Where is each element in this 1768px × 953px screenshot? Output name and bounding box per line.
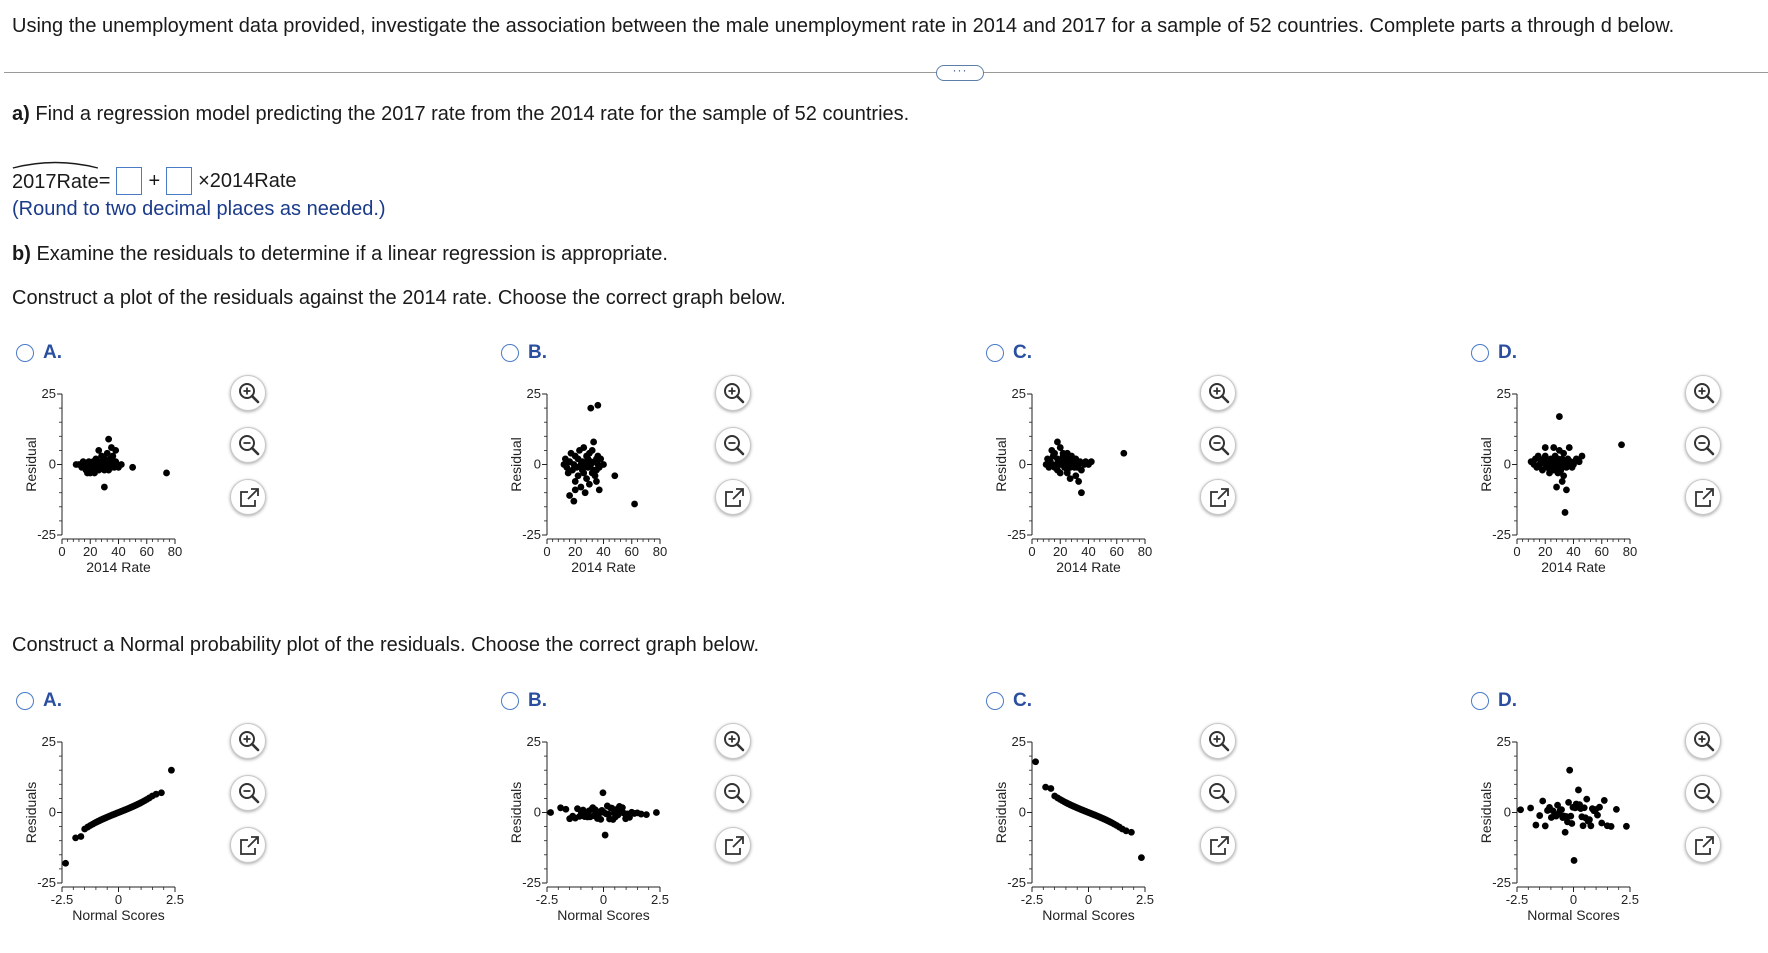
zoom-out-icon [1201,428,1237,464]
zoom-out-icon [716,428,752,464]
residual-plot-b [507,376,727,581]
x-axis-label: Normal Scores [557,907,650,923]
popout-button[interactable] [1685,827,1721,863]
part-a-text: Find a regression model predicting the 2017 rate from the 2014 rate for the sample of 52 countries. [35,103,910,125]
zoom-out-button[interactable] [1685,775,1721,811]
popout-button[interactable] [715,479,751,515]
y-tick-label: 0 [533,804,541,820]
normal-option-label: C. [1013,690,1032,711]
residual-point [84,470,91,477]
zoom-out-icon [231,428,267,464]
slope-input[interactable] [166,167,192,195]
residual-point [163,470,170,477]
zoom-in-icon [1201,376,1237,412]
y-tick-label: -25 [522,875,541,890]
residual-point [1051,450,1058,457]
residual-point [587,405,594,412]
x-tick-label: 20 [568,544,583,559]
normal-point [1138,854,1145,861]
y-tick-label: 25 [1011,734,1026,749]
part-b-label: b) [12,243,31,265]
normal-plot-d [1477,724,1697,929]
normal-point [1527,805,1534,812]
zoom-out-icon [716,776,752,812]
x-tick-label: 60 [1109,544,1124,559]
normal-point [1542,823,1549,830]
popout-icon [231,828,267,864]
x-tick-label: 2.5 [650,892,670,907]
zoom-in-icon [1686,376,1722,412]
x-tick-label: -2.5 [50,892,74,907]
normal-point [1581,804,1588,811]
y-tick-label: -25 [1007,527,1026,542]
equation-lhs-text: 2017Rate [12,170,99,193]
popout-button[interactable] [230,827,266,863]
residual-point [572,486,579,493]
normal-point [1532,822,1539,829]
normal-point [1586,816,1593,823]
residual-point [593,467,600,474]
y-tick-label: 25 [1496,386,1511,401]
residual-option-label: C. [1013,342,1032,363]
normal-point [1596,804,1603,811]
x-axis-label: Normal Scores [72,907,165,923]
y-tick-label: 0 [1018,804,1026,820]
normal-radio-b[interactable] [501,692,519,710]
zoom-out-button[interactable] [230,775,266,811]
residual-plot-c [992,376,1212,581]
popout-icon [1686,480,1722,516]
x-tick-label: -2.5 [535,892,559,907]
x-axis-label: Normal Scores [1042,907,1135,923]
normal-point [1608,823,1615,830]
y-tick-label: 25 [1011,386,1026,401]
x-tick-label: 80 [652,544,668,559]
popout-icon [1201,480,1237,516]
normal-point [1613,806,1620,813]
intercept-input[interactable] [116,167,142,195]
y-tick-label: -25 [1492,875,1511,890]
y-axis-label: Residuals [508,781,524,844]
equals-sign: = [98,169,111,192]
popout-button[interactable] [230,479,266,515]
residual-point [129,464,136,471]
zoom-in-button[interactable] [715,723,751,759]
normal-point [1128,829,1135,836]
normal-point [547,809,554,816]
normal-point [1517,806,1524,813]
x-axis-label: Normal Scores [1527,907,1620,923]
residual-point [1065,453,1072,460]
residual-point [105,436,112,443]
residual-radio-a[interactable] [16,344,34,362]
normal-point [600,789,607,796]
x-tick-label: 60 [624,544,639,559]
x-axis-label: 2014 Rate [86,559,151,575]
popout-icon [1201,828,1237,864]
normal-option-label: B. [528,690,547,711]
x-tick-label: 40 [111,544,126,559]
x-tick-label: 40 [596,544,611,559]
zoom-in-button[interactable] [1685,375,1721,411]
normal-point [1580,822,1587,829]
residual-radio-d[interactable] [1471,344,1489,362]
residual-point [592,472,599,479]
residual-point [1560,472,1567,479]
normal-plot-b [507,724,727,929]
residual-point [631,501,638,508]
residual-option-label: A. [43,342,62,363]
y-tick-label: 0 [48,804,56,820]
residual-plot-d [1477,376,1697,581]
zoom-out-icon [1201,776,1237,812]
rounding-hint: (Round to two decimal places as needed.) [12,198,386,220]
normal-option-label: D. [1498,690,1517,711]
zoom-in-button[interactable] [1200,375,1236,411]
x-tick-label: 80 [1622,544,1638,559]
normal-point [1032,758,1039,765]
residual-point [582,489,589,496]
popout-icon [231,480,267,516]
normal-point [1623,823,1630,830]
times-2014rate-text: ×2014Rate [198,169,297,192]
normal-point [1562,829,1569,836]
normal-plot-a [22,724,242,929]
popout-button[interactable] [1200,479,1236,515]
normal-point [562,806,569,813]
y-tick-label: -25 [522,527,541,542]
zoom-in-button[interactable] [1200,723,1236,759]
zoom-out-button[interactable] [715,775,751,811]
y-tick-label: 0 [1503,456,1511,472]
zoom-out-button[interactable] [230,427,266,463]
residual-point [118,461,125,468]
divider [4,72,1768,73]
hat-accent [12,161,99,169]
residual-point [1072,472,1079,479]
residual-point [593,478,600,485]
normal-point [1567,813,1574,820]
residual-point [566,492,573,499]
x-tick-label: 0 [543,544,551,559]
x-tick-label: 0 [1513,544,1521,559]
part-a-label: a) [12,103,30,125]
residual-point [1550,444,1557,451]
expand-more-button[interactable]: ··· [936,65,984,81]
y-axis-label: Residuals [993,781,1009,844]
zoom-out-icon [1686,776,1722,812]
residual-point [1088,458,1095,465]
residual-point [1618,441,1625,448]
residual-point [580,444,587,451]
normal-point [1575,787,1582,794]
y-tick-label: 0 [1503,804,1511,820]
part-b-prompt [12,243,668,266]
residual-point [1566,444,1573,451]
normal-option-label: A. [43,690,62,711]
x-axis-label: 2014 Rate [1541,559,1606,575]
x-axis-label: 2014 Rate [571,559,636,575]
y-axis-label: Residual [508,437,524,492]
y-tick-label: 25 [526,734,541,749]
residual-point [1579,453,1586,460]
y-tick-label: -25 [1007,875,1026,890]
x-tick-label: 40 [1566,544,1581,559]
residual-point [586,481,593,488]
residual-point [611,472,618,479]
plus-sign: + [148,169,161,192]
x-tick-label: 20 [83,544,98,559]
x-tick-label: 20 [1053,544,1068,559]
zoom-in-icon [1686,724,1722,760]
question-intro: Using the unemployment data provided, investigate the association between the male unemployment rate in 2014 and 2017 for a sample of 52 countries. Complete parts a through d below. [12,15,1675,37]
zoom-in-icon [716,724,752,760]
x-tick-label: 0 [1028,544,1036,559]
normal-point [1568,820,1575,827]
zoom-in-icon [716,376,752,412]
normal-point [1558,806,1565,813]
x-tick-label: 2.5 [1135,892,1155,907]
normal-point [1601,797,1608,804]
normal-point [77,833,84,840]
normal-point [1583,796,1590,803]
normal-point [158,789,165,796]
zoom-in-icon [1201,724,1237,760]
x-tick-label: 60 [1594,544,1609,559]
zoom-in-icon [231,724,267,760]
residual-point [1556,413,1563,420]
residual-option-label: B. [528,342,547,363]
x-tick-label: 2.5 [165,892,185,907]
y-tick-label: 0 [533,456,541,472]
y-axis-label: Residual [993,437,1009,492]
y-tick-label: 25 [41,734,56,749]
normal-radio-d[interactable] [1471,692,1489,710]
normal-point [62,860,69,867]
x-axis-label: 2014 Rate [1056,559,1121,575]
normal-point [597,816,604,823]
popout-icon [1686,828,1722,864]
zoom-out-button[interactable] [1685,427,1721,463]
zoom-in-button[interactable] [1685,723,1721,759]
y-tick-label: 25 [1496,734,1511,749]
residual-point [1057,470,1064,477]
residual-plot-a [22,376,242,581]
residual-point [1553,484,1560,491]
residual-point [590,439,597,446]
y-axis-label: Residuals [23,781,39,844]
zoom-out-button[interactable] [1200,427,1236,463]
residual-option-label: D. [1498,342,1517,363]
normal-point [602,832,609,839]
part-a-prompt [12,103,909,126]
residual-radio-c[interactable] [986,344,1004,362]
residual-point [1542,444,1549,451]
residual-point [600,461,607,468]
regression-equation [12,166,297,196]
popout-button[interactable] [715,827,751,863]
y-tick-label: 25 [41,386,56,401]
zoom-out-icon [1686,428,1722,464]
residual-point [1559,478,1566,485]
x-tick-label: 20 [1538,544,1553,559]
zoom-in-icon [231,376,267,412]
x-tick-label: -2.5 [1020,892,1044,907]
normal-plot-c [992,724,1212,929]
y-tick-label: -25 [37,875,56,890]
residual-radio-b[interactable] [501,344,519,362]
y-axis-label: Residuals [1478,781,1494,844]
residual-point [101,484,108,491]
popout-button[interactable] [1685,479,1721,515]
y-tick-label: 0 [48,456,56,472]
zoom-out-button[interactable] [1200,775,1236,811]
normal-point [1594,812,1601,819]
normal-point [643,811,650,818]
x-tick-label: 0 [1569,892,1578,907]
y-axis-label: Residual [23,437,39,492]
x-tick-label: 80 [167,544,183,559]
x-tick-label: 0 [58,544,66,559]
normal-point [1047,785,1054,792]
residual-point [1078,489,1085,496]
y-axis-label: Residual [1478,437,1494,492]
residual-point [596,486,603,493]
normal-point [168,767,175,774]
residual-point [589,447,596,454]
x-tick-label: -2.5 [1505,892,1529,907]
residual-point [1560,450,1567,457]
normal-point [1539,798,1546,805]
normal-plot-prompt: Construct a Normal probability plot of the residuals. Choose the correct graph below. [12,634,760,656]
residual-point [570,498,577,505]
x-tick-label: 2.5 [1620,892,1640,907]
residual-point [1563,486,1570,493]
residual-plot-prompt: Construct a plot of the residuals against the 2014 rate. Choose the correct graph below. [12,287,786,309]
zoom-in-button[interactable] [230,375,266,411]
x-tick-label: 0 [599,892,608,907]
normal-point [1536,812,1543,819]
normal-point [1571,857,1578,864]
normal-point [653,809,660,816]
x-tick-label: 40 [1081,544,1096,559]
residual-point [1562,509,1569,516]
y-tick-label: -25 [37,527,56,542]
y-tick-label: 25 [526,386,541,401]
normal-point [1587,822,1594,829]
normal-point [1566,767,1573,774]
y-tick-label: -25 [1492,527,1511,542]
normal-radio-c[interactable] [986,692,1004,710]
popout-button[interactable] [1200,827,1236,863]
x-tick-label: 60 [139,544,154,559]
zoom-out-icon [231,776,267,812]
residual-point [1120,450,1127,457]
residual-point [108,444,115,451]
x-tick-label: 0 [1084,892,1093,907]
zoom-in-button[interactable] [715,375,751,411]
y-tick-label: 0 [1018,456,1026,472]
part-b-text: Examine the residuals to determine if a linear regression is appropriate. [36,243,668,265]
normal-radio-a[interactable] [16,692,34,710]
popout-icon [716,828,752,864]
residual-point [594,402,601,409]
x-tick-label: 0 [114,892,123,907]
equation-lhs [12,169,99,194]
popout-icon [716,480,752,516]
x-tick-label: 80 [1137,544,1153,559]
zoom-out-button[interactable] [715,427,751,463]
zoom-in-button[interactable] [230,723,266,759]
